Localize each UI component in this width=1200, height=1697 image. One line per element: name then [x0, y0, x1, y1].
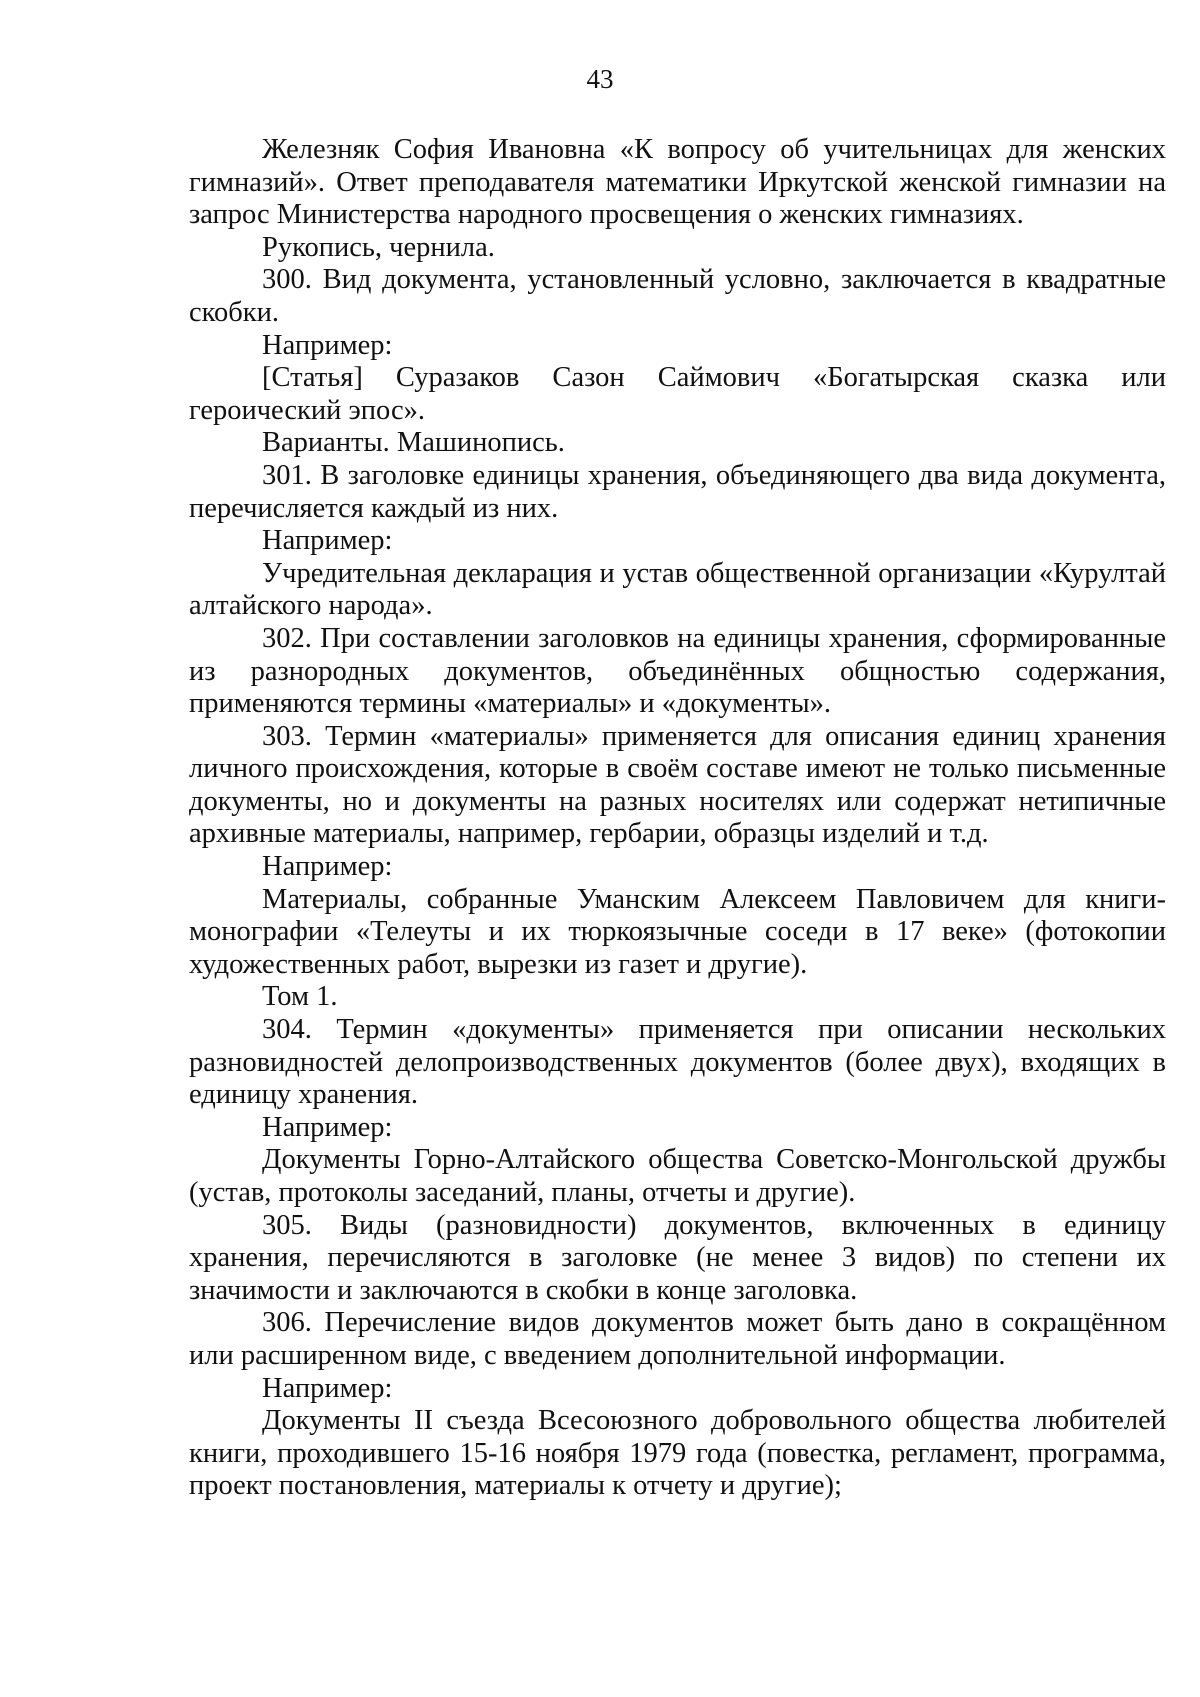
document-body	[189, 134, 1166, 1503]
paragraph-example-label: Например:	[262, 851, 393, 883]
paragraph-example-surazakov: [Статья] Суразаков Сазон Саймович «Богатырская сказка или героический эпос».	[189, 362, 1166, 426]
paragraph-example-umansky: Материалы, собранные Уманским Алексеем Павловичем для книги-монографии «Телеуты и их тюркоязычные соседи в 17 веке» (фотокопии художественных работ, вырезки из газет и другие).	[189, 883, 1166, 980]
paragraph-rule-305: 305. Виды (разновидности) документов, включенных в единицу хранения, перечисляются в заголовке (не менее 3 видов) по степени их значимости и заключаются в скобки в конце заголовка.	[189, 1209, 1166, 1306]
paragraph-example-label: Например:	[262, 1111, 393, 1143]
paragraph-note-volume: Том 1.	[262, 981, 338, 1013]
paragraph-rule-301: 301. В заголовке единицы хранения, объединяющего два вида документа, перечисляется каждый из них.	[189, 459, 1166, 524]
paragraph-rule-306: 306. Перечисление видов документов может быть дано в сокращённом или расширенном виде, с введением дополнительной информации.	[189, 1307, 1166, 1371]
paragraph-rule-302: 302. При составлении заголовков на единицы хранения, сформированные из разнородных документов, объединённых общностью содержания, применяются термины «материалы» и «документы».	[189, 622, 1166, 720]
paragraph-record-zheleznyak: Железняк София Ивановна «К вопросу об учительницах для женских гимназий». Ответ преподавателя математики Иркутской женской гимназии на запрос Министерства народного просвещения о женских гимназиях.	[189, 134, 1166, 231]
paragraph-example-label: Например:	[262, 329, 393, 361]
paragraph-example-label: Например:	[262, 525, 393, 557]
paragraph-rule-300: 300. Вид документа, установленный условно, заключается в квадратные скобки.	[189, 264, 1166, 328]
paragraph-note-variants: Варианты. Машинопись.	[262, 427, 565, 459]
page-number: 43	[586, 64, 614, 94]
paragraph-rule-303: 303. Термин «материалы» применяется для описания единиц хранения личного происхождения, которые в своём составе имеют не только письменные документы, но и документы на разных носителях или содержат нетипичные архивные материалы, например, гербарии, образцы изделий и т.д.	[189, 720, 1166, 850]
paragraph-example-label: Например:	[262, 1372, 393, 1404]
paragraph-example-congress: Документы II съезда Всесоюзного добровольного общества любителей книги, проходившего 15-16 ноября 1979 года (повестка, регламент, программа, проект постановления, материалы к отчету и другие);	[189, 1405, 1166, 1502]
paragraph-rule-304: 304. Термин «документы» применяется при описании нескольких разновидностей делопроизводственных документов (более двух), входящих в единицу хранения.	[189, 1014, 1166, 1111]
paragraph-example-kurultai: Учредительная декларация и устав общественной организации «Курултай алтайского народа».	[189, 557, 1166, 622]
paragraph-example-gorno-altai: Документы Горно-Алтайского общества Советско-Монгольской дружбы (устав, протоколы заседаний, планы, отчеты и другие).	[189, 1144, 1166, 1208]
paragraph-note-manuscript: Рукопись, чернила.	[262, 231, 495, 263]
